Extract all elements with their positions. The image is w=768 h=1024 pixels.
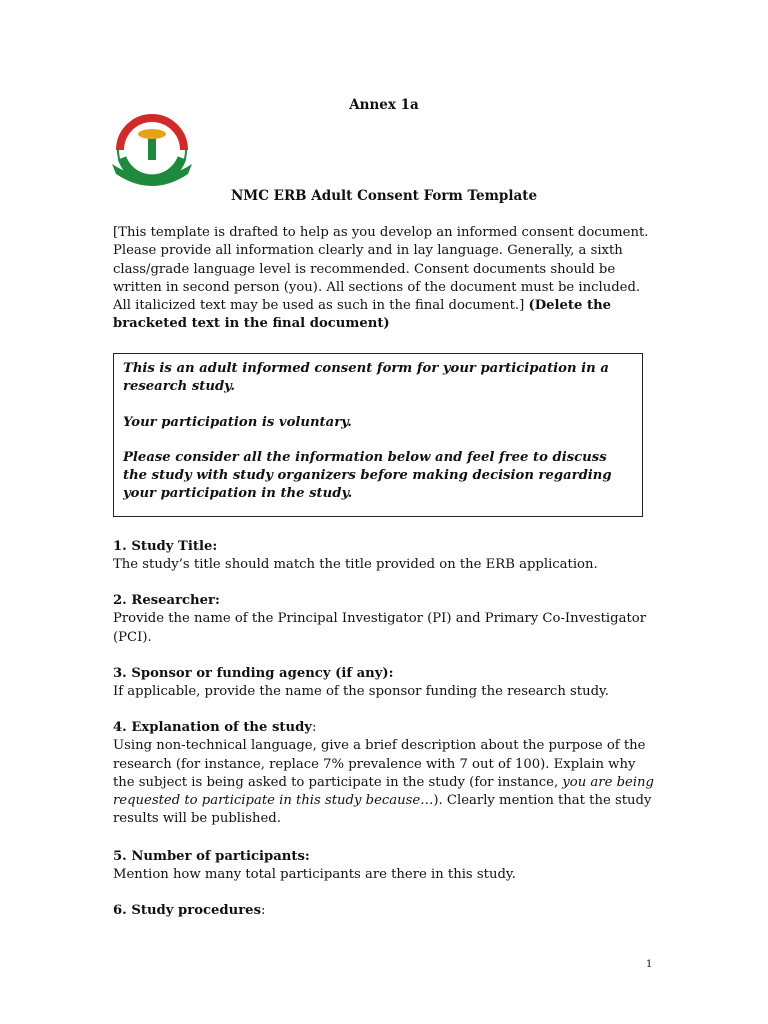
section-heading-colon: : [261, 903, 266, 918]
section-heading: 1. Study Title: [113, 539, 218, 554]
section-heading: 3. Sponsor or funding agency (if any): [113, 666, 394, 681]
section-body-post: ). Clearly mention that the study results will be published. [113, 793, 652, 827]
section-body-italic: you are being requested to participate in this study because… [113, 774, 654, 809]
section-heading-colon: : [311, 720, 317, 735]
notice-box [113, 353, 643, 517]
section-researcher [113, 592, 658, 647]
section-heading: 5. Number of participants: [113, 849, 310, 864]
section-body: If applicable, provide the name of the sponsor funding the research study. [113, 684, 609, 700]
intro-paragraph [113, 224, 658, 334]
college-logo-icon [110, 112, 194, 192]
section-heading [113, 902, 658, 920]
section-heading [113, 719, 658, 737]
section-sponsor [113, 665, 658, 702]
section-heading: 2. Researcher: [113, 593, 220, 608]
section-body [113, 737, 658, 828]
section-study-title [113, 538, 658, 575]
notice-line-3: Please consider all the information below and feel free to discuss the study with study organizers before making decision regarding your participation in the study. [123, 449, 612, 502]
notice-line-2: Your participation is voluntary. [123, 414, 352, 430]
document-title: NMC ERB Adult Consent Form Template [230, 188, 538, 204]
intro-bold-note: (Delete the bracketed text in the final document) [113, 298, 612, 332]
section-body-pre: Using non-technical language, give a brief description about the purpose of the research (for instance, replace 7% prevalence with 7 out of 100). Explain why the subject is being asked to participate in the study (for instance, [113, 738, 646, 790]
intro-text: [This template is drafted to help as you develop an informed consent document. Please provide all information clearly and in lay language. Generally, a sixth class/grade language level is recommended. Consent documents should be written in second person (you). All sections of the document must be included. All italicized text may be used as such in the final document.] [113, 225, 649, 314]
section-participants [113, 848, 658, 885]
page-number: 1 [646, 959, 653, 970]
notice-line-1: This is an adult informed consent form for your participation in a research study. [123, 361, 609, 395]
section-body: Provide the name of the Principal Investigator (PI) and Primary Co-Investigator (PCI). [113, 611, 646, 645]
annex-label: Annex 1a [349, 97, 419, 113]
section-body: Mention how many total participants are there in this study. [113, 867, 516, 883]
section-explanation [113, 719, 658, 829]
section-procedures [113, 902, 658, 920]
section-body: The study’s title should match the title provided on the ERB application. [113, 557, 598, 573]
section-heading-text: 6. Study procedures [113, 903, 261, 918]
section-heading-text: 4. Explanation of the study [113, 720, 312, 735]
